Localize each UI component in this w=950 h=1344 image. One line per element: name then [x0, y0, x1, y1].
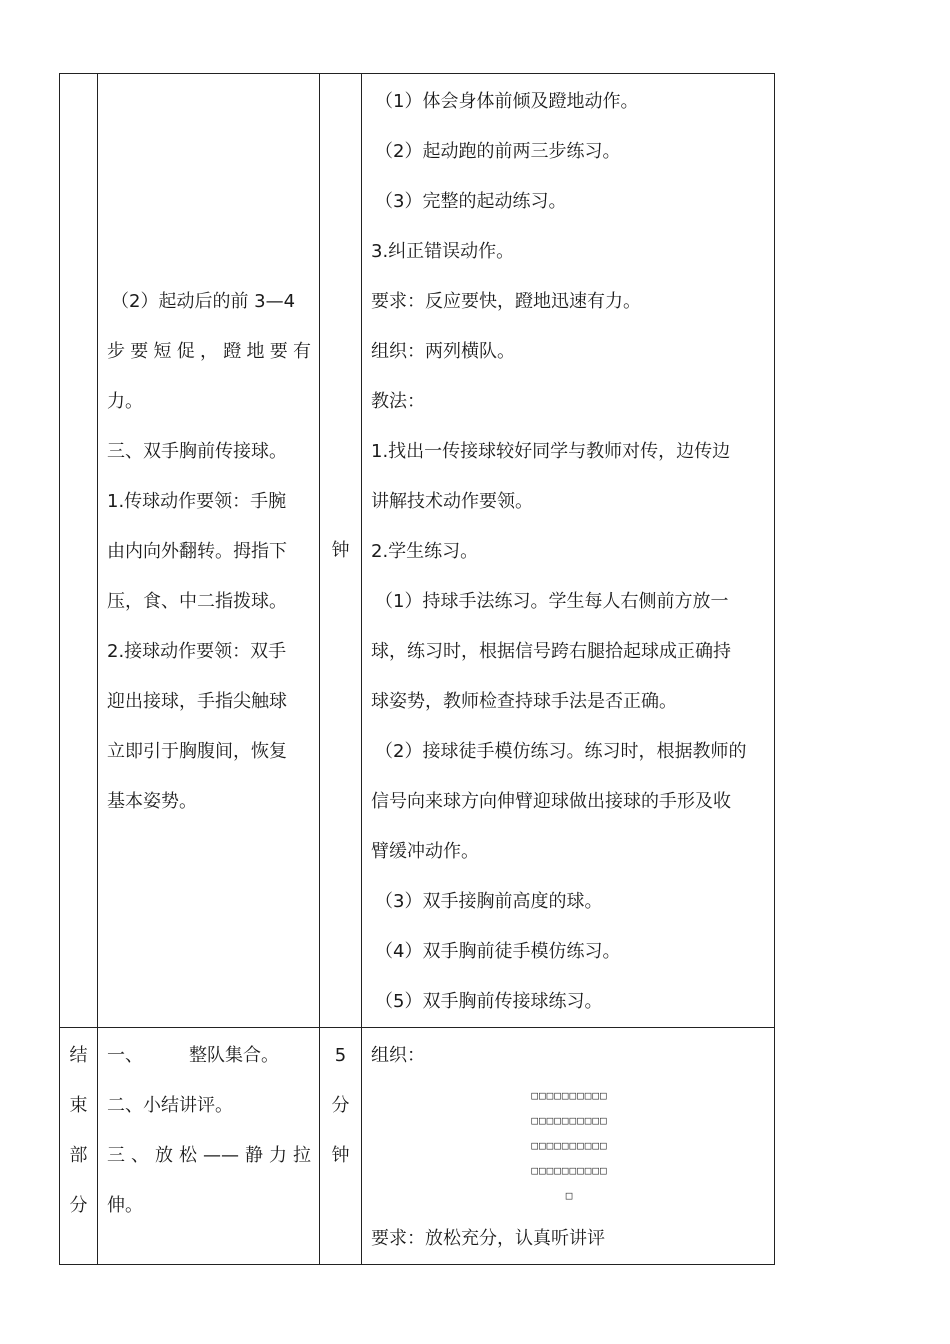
content-line: 2.接球动作要领：双手: [107, 641, 287, 662]
method-line: 2.学生练习。: [371, 541, 479, 562]
method-line: 1.找出一传接球较好同学与教师对传，边传边: [371, 441, 731, 462]
section-char: 分: [69, 1195, 88, 1216]
method-cell-ending: [362, 1028, 775, 1265]
section-char: 束: [69, 1095, 88, 1116]
content-line: 基本姿势。: [107, 791, 197, 812]
method-line: （1）持球手法练习。学生每人右侧前方放一: [375, 591, 729, 612]
section-char: 结: [69, 1045, 88, 1066]
method-line: （5）双手胸前传接球练习。: [375, 991, 603, 1012]
content-line: 压，食、中二指拨球。: [107, 591, 287, 612]
method-line: （3）完整的起动练习。: [375, 191, 567, 212]
section-cell-main: [60, 74, 98, 1028]
method-cell-main: [362, 74, 775, 1028]
method-line: 要求：反应要快，蹬地迅速有力。: [371, 291, 641, 312]
method-line: 教法：: [371, 391, 425, 412]
content-line: 三、双手胸前传接球。: [107, 441, 287, 462]
formation-row: □□□□□□□□□□: [531, 1164, 608, 1177]
content-cell-main: [98, 74, 320, 1028]
section-char: 部: [69, 1145, 88, 1166]
ending-item-3: 三、放松——静力拉: [107, 1145, 311, 1166]
ending-item-1: [107, 1031, 311, 1081]
content-line: 由内向外翻转。拇指下: [107, 541, 287, 562]
method-line: 球姿势，教师检查持球手法是否正确。: [371, 691, 677, 712]
method-line: （1）体会身体前倾及蹬地动作。: [375, 91, 639, 112]
requirement-text: 要求：放松充分，认真听讲评: [371, 1228, 605, 1249]
formation-diagram: [371, 1083, 768, 1208]
org-label: 组织：: [371, 1045, 425, 1066]
formation-row: □: [565, 1189, 574, 1202]
content-line: 1.传球动作要领：手腕: [107, 491, 287, 512]
time-unit: 钟: [331, 540, 350, 561]
time-cell-ending: [320, 1028, 362, 1265]
content-line: 力。: [107, 391, 143, 412]
ending-item-1-num: 一、: [107, 1045, 143, 1066]
method-line: （2）接球徒手模仿练习。练习时，根据教师的: [375, 741, 747, 762]
content-line: 步要短促，蹬地要有: [107, 341, 311, 362]
method-line: （4）双手胸前徒手模仿练习。: [375, 941, 621, 962]
time-char: 分: [331, 1095, 350, 1116]
content-line: 立即引于胸腹间，恢复: [107, 741, 287, 762]
ending-item-3-cont: 伸。: [107, 1195, 143, 1216]
section-cell-ending: [60, 1028, 98, 1265]
formation-row: □□□□□□□□□□: [531, 1139, 608, 1152]
content-cell-ending: [98, 1028, 320, 1265]
method-line: 臂缓冲动作。: [371, 841, 479, 862]
main-part-row: [60, 74, 775, 1028]
method-line: 3.纠正错误动作。: [371, 241, 515, 262]
method-line: 讲解技术动作要领。: [371, 491, 533, 512]
ending-part-row: [60, 1028, 775, 1265]
formation-row: □□□□□□□□□□: [531, 1089, 608, 1102]
method-line: 球，练习时，根据信号跨右腿拾起球成正确持: [371, 641, 731, 662]
ending-item-2: 二、小结讲评。: [107, 1095, 233, 1116]
method-line: 信号向来球方向伸臂迎球做出接球的手形及收: [371, 791, 731, 812]
method-line: （3）双手接胸前高度的球。: [375, 891, 603, 912]
content-line: 迎出接球，手指尖触球: [107, 691, 287, 712]
method-line: （2）起动跑的前两三步练习。: [375, 141, 621, 162]
lesson-plan-table: [59, 73, 775, 1265]
time-char: 钟: [331, 1145, 350, 1166]
time-cell-main: [320, 74, 362, 1028]
ending-item-1-text: 整队集合。: [189, 1045, 279, 1066]
method-line: 组织：两列横队。: [371, 341, 515, 362]
content-line: （2）起动后的前 3—4: [111, 291, 296, 312]
time-char: 5: [334, 1045, 347, 1066]
formation-row: □□□□□□□□□□: [531, 1114, 608, 1127]
